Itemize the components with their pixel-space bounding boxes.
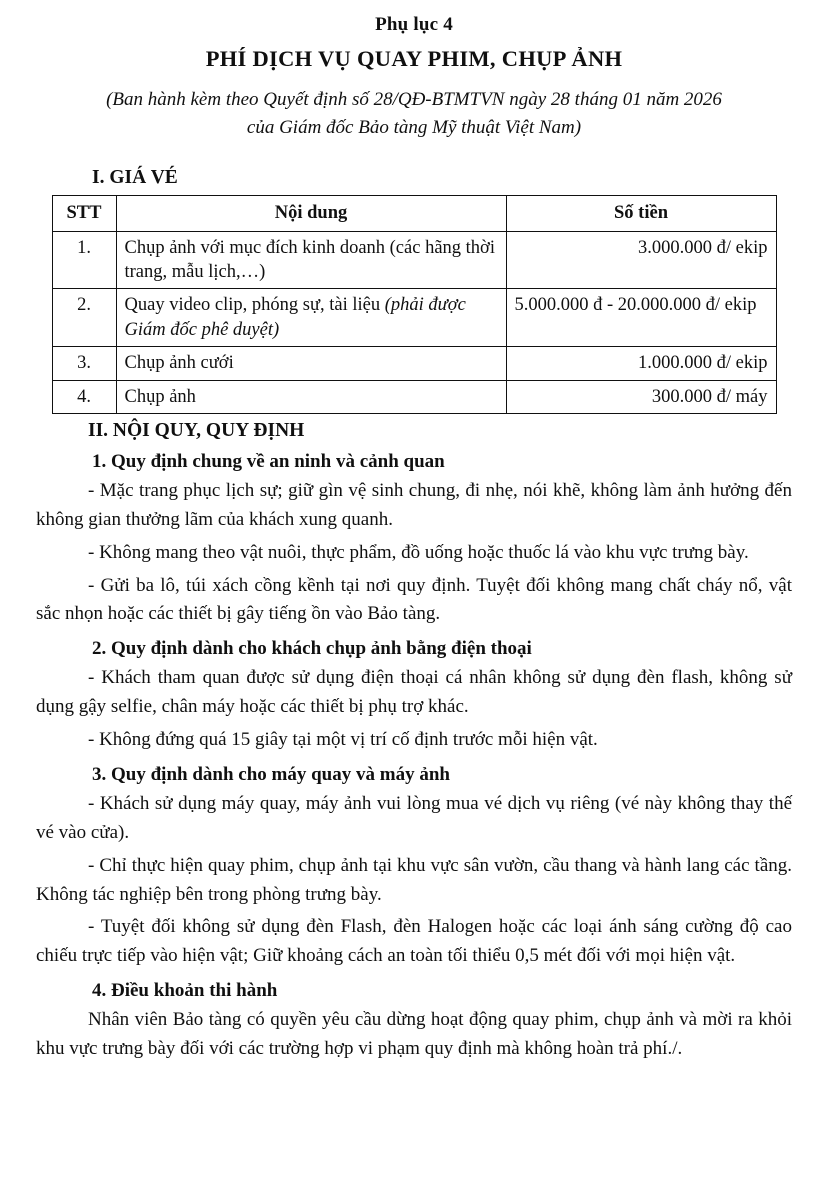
subsection-heading-camera: 3. Quy định dành cho máy quay và máy ảnh <box>92 763 450 785</box>
table-row <box>52 380 776 413</box>
cell-content <box>116 289 506 347</box>
document-header <box>36 14 792 141</box>
column-header-content: Nội dung <box>116 196 506 231</box>
cell-content: Chụp ảnh với mục đích kinh doanh (các hãng thời trang, mẫu lịch,…) <box>116 231 506 289</box>
subsection-heading-general: 1. Quy định chung về an ninh và cảnh quan <box>92 450 445 472</box>
document-subtitle <box>36 86 792 141</box>
subsection-heading-enforcement: 4. Điều khoản thi hành <box>92 980 278 1002</box>
cell-amount: 5.000.000 đ - 20.000.000 đ/ ekip <box>506 289 776 347</box>
column-header-amount: Số tiền <box>506 196 776 231</box>
cell-content-plain: Quay video clip, phóng sự, tài liệu <box>124 295 385 316</box>
subtitle-line-1: (Ban hành kèm theo Quyết định số 28/QĐ-BTMTVN ngày 28 tháng 01 năm 2026 <box>106 89 722 110</box>
cell-content: Chụp ảnh cưới <box>116 347 506 380</box>
cell-amount: 3.000.000 đ/ ekip <box>506 231 776 289</box>
section-heading-prices: I. GIÁ VÉ <box>92 167 178 189</box>
table-header-row <box>52 196 776 231</box>
cell-content-italic: (phải được Giám đốc phê duyệt) <box>124 295 466 340</box>
paragraph-phone-2: - Không đứng quá 15 giây tại một vị trí cố định trước mỗi hiện vật. <box>88 729 598 751</box>
paragraph-enforcement-1: Nhân viên Bảo tàng có quyền yêu cầu dừng hoạt động quay phim, chụp ảnh và mời ra khỏi khu vực trưng bày đối với các trường hợp vi phạm quy định mà không hoàn trả phí./. <box>36 1009 792 1060</box>
table-row <box>52 231 776 289</box>
paragraph-general-2: - Không mang theo vật nuôi, thực phẩm, đồ uống hoặc thuốc lá vào khu vực trưng bày. <box>88 541 749 563</box>
cell-content: Chụp ảnh <box>116 380 506 413</box>
column-header-stt: STT <box>52 196 116 231</box>
paragraph-camera-2: - Chỉ thực hiện quay phim, chụp ảnh tại khu vực sân vườn, cầu thang và hành lang các tầng. Không tác nghiệp bên trong phòng trưng bày. <box>36 854 792 905</box>
paragraph-general-3: - Gửi ba lô, túi xách cồng kềnh tại nơi quy định. Tuyệt đối không mang chất cháy nổ, vật sắc nhọn hoặc các thiết bị gây tiếng ồn vào Bảo tàng. <box>36 574 792 625</box>
cell-stt: 3. <box>52 347 116 380</box>
cell-amount: 300.000 đ/ máy <box>506 380 776 413</box>
appendix-label: Phụ lục 4 <box>375 14 453 35</box>
table-row <box>52 347 776 380</box>
cell-stt: 1. <box>52 231 116 289</box>
fee-table <box>52 195 777 414</box>
subsection-heading-phone: 2. Quy định dành cho khách chụp ảnh bằng điện thoại <box>92 638 532 660</box>
paragraph-phone-1: - Khách tham quan được sử dụng điện thoại cá nhân không sử dụng đèn flash, không sử dụng gậy selfie, chân máy hoặc các thiết bị phụ trợ khác. <box>36 667 792 718</box>
paragraph-camera-3: - Tuyệt đối không sử dụng đèn Flash, đèn Halogen hoặc các loại ánh sáng cường độ cao chiếu trực tiếp vào hiện vật; Giữ khoảng cách an toàn tối thiểu 0,5 mét đối với mọi hiện vật. <box>36 916 792 967</box>
table-row <box>52 289 776 347</box>
cell-stt: 2. <box>52 289 116 347</box>
paragraph-camera-1: - Khách sử dụng máy quay, máy ảnh vui lòng mua vé dịch vụ riêng (vé này không thay thế vé vào cửa). <box>36 792 792 843</box>
section-heading-rules: II. NỘI QUY, QUY ĐỊNH <box>88 419 305 441</box>
cell-stt: 4. <box>52 380 116 413</box>
paragraph-general-1: - Mặc trang phục lịch sự; giữ gìn vệ sinh chung, đi nhẹ, nói khẽ, không làm ảnh hưởng đến không gian thưởng lãm của khách xung quanh. <box>36 479 792 530</box>
subtitle-line-2: của Giám đốc Bảo tàng Mỹ thuật Việt Nam) <box>246 116 582 138</box>
document-title: PHÍ DỊCH VỤ QUAY PHIM, CHỤP ẢNH <box>205 46 623 71</box>
cell-amount: 1.000.000 đ/ ekip <box>506 347 776 380</box>
